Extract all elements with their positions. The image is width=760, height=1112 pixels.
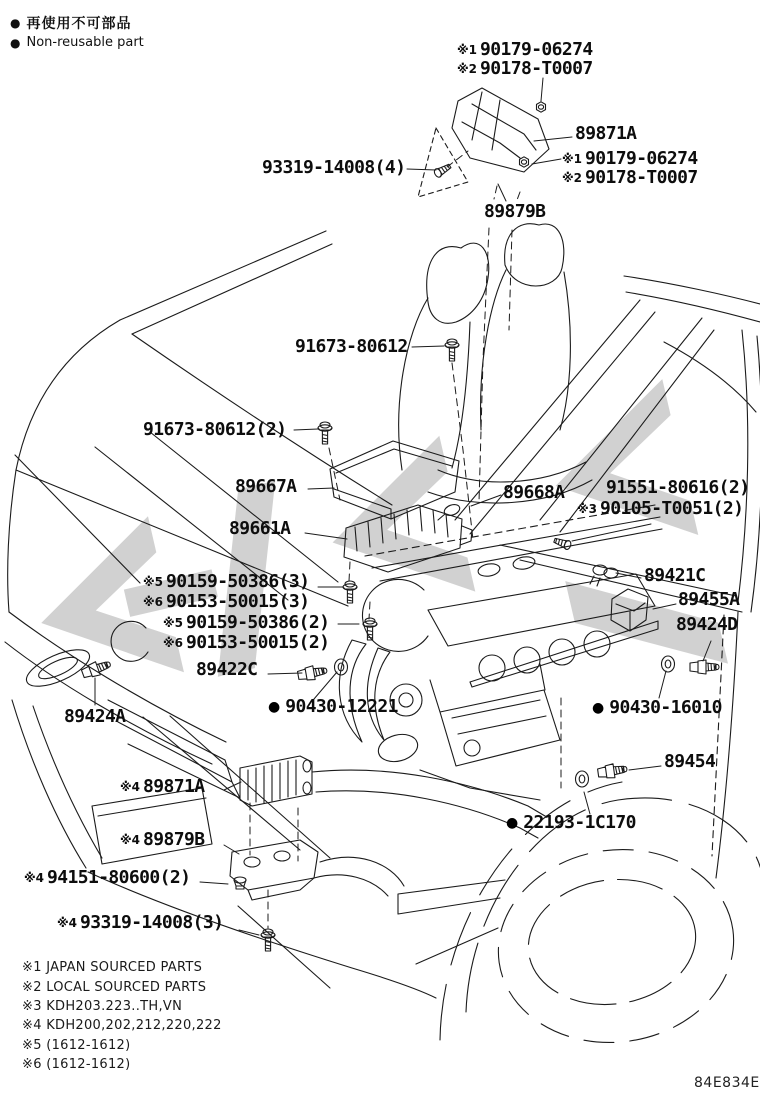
part-label: ※6 90153-50015(3) <box>143 591 310 612</box>
part-label: ※6 90153-50015(2) <box>163 632 330 653</box>
non-reusable-dot: ● <box>268 699 281 715</box>
part-label: ※1 90179-06274 <box>457 39 593 60</box>
footnote-6: ※6 (1612-1612) <box>22 1057 131 1072</box>
part-label: 91673-80612 <box>295 336 408 357</box>
part-label: ※4 93319-14008(3) <box>57 912 224 933</box>
footnote-1: ※1 JAPAN SOURCED PARTS <box>22 960 203 975</box>
bullet-icon: ● <box>10 36 21 51</box>
footnote-2: ※2 LOCAL SOURCED PARTS <box>22 980 207 995</box>
legend-line-jp <box>10 14 144 34</box>
part-label: ※2 90178-T0007 <box>457 58 593 79</box>
part-label: 93319-14008(4) <box>262 157 406 178</box>
legend-line-en <box>10 34 144 53</box>
part-label: 89424D <box>676 614 738 635</box>
part-label: 89668A <box>503 482 565 503</box>
part-label: ● 22193-1C170 <box>506 812 636 833</box>
top-bracket-89871a <box>418 88 549 197</box>
part-label: 91551-80616(2) <box>606 477 750 498</box>
footnote-4: ※4 KDH200,202,212,220,222 <box>22 1018 222 1033</box>
part-label: 89454 <box>664 751 716 772</box>
part-label: 89422C <box>196 659 258 680</box>
legend-text-en: Non-reusable part <box>26 35 144 51</box>
part-label: 89421C <box>644 565 706 586</box>
part-label: ※4 89871A <box>120 776 205 797</box>
part-label: 89871A <box>575 123 637 144</box>
part-label: 89455A <box>678 589 740 610</box>
non-reusable-dot: ● <box>592 700 605 716</box>
part-label: ※4 94151-80600(2) <box>24 867 191 888</box>
part-label: 89661A <box>229 518 291 539</box>
lower-ecu-89871a <box>230 756 545 900</box>
legend-text-jp: 再使用不可部品 <box>26 16 132 32</box>
part-label: 89879B <box>484 201 546 222</box>
part-label: ※5 90159-50386(3) <box>143 571 310 592</box>
part-label: ※4 89879B <box>120 829 205 850</box>
part-label: ● 90430-12221 <box>268 696 398 717</box>
part-label: ● 90430-16010 <box>592 697 722 718</box>
part-label: ※1 90179-06274 <box>562 148 698 169</box>
legend <box>10 14 144 53</box>
bullet-icon: ● <box>10 16 21 31</box>
part-label: 91673-80612(2) <box>143 419 287 440</box>
part-label: 89424A <box>64 706 126 727</box>
footnote-3: ※3 KDH203.223..TH,VN <box>22 999 183 1014</box>
footnote-5: ※5 (1612-1612) <box>22 1038 131 1053</box>
non-reusable-dot: ● <box>506 815 519 831</box>
figure-code: 84E834E <box>694 1075 760 1091</box>
watermark <box>19 379 728 812</box>
part-label: 89667A <box>235 476 297 497</box>
part-label: ※3 90105-T0051(2) <box>577 498 744 519</box>
part-label: ※2 90178-T0007 <box>562 167 698 188</box>
part-label: ※5 90159-50386(2) <box>163 612 330 633</box>
